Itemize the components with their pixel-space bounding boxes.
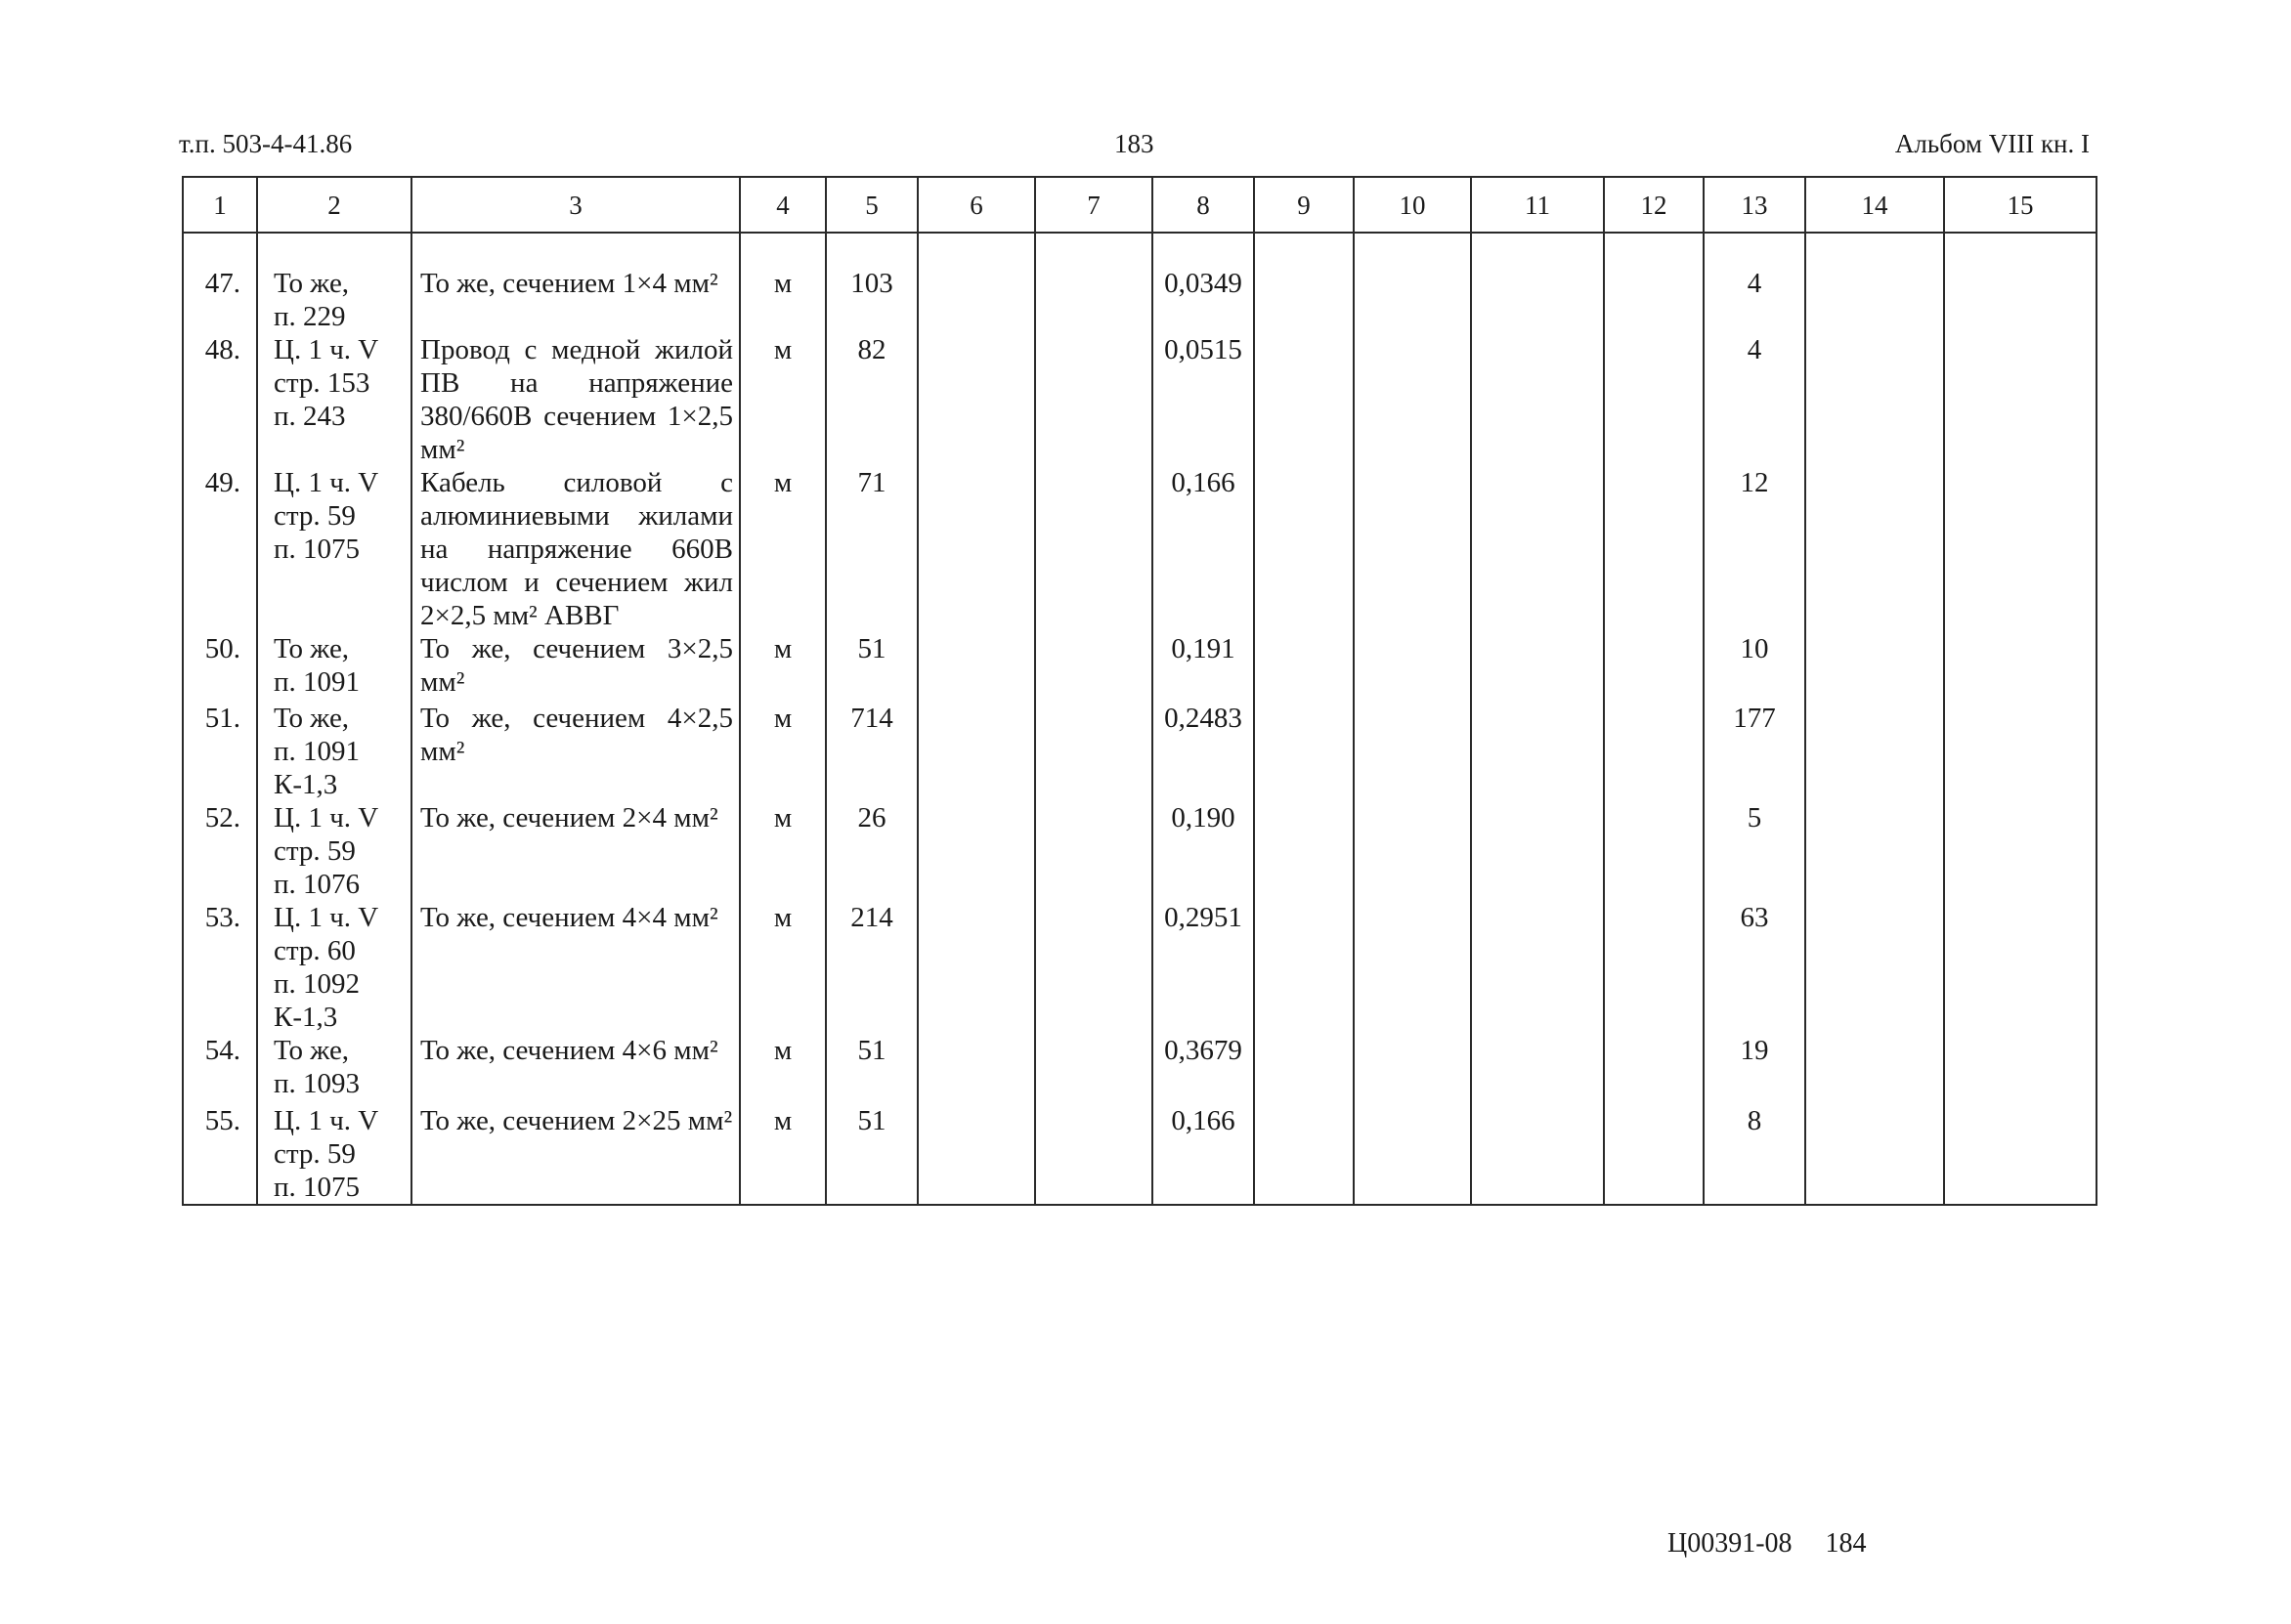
row-number: 47. <box>183 233 257 333</box>
unit: м <box>740 1104 826 1205</box>
unit: м <box>740 333 826 466</box>
empty-cell <box>1035 632 1152 702</box>
total-value: 63 <box>1704 901 1805 1034</box>
price-reference-line: Ц. 1 ч. V <box>274 1105 379 1136</box>
column-header: 7 <box>1035 177 1152 233</box>
price-reference-line: п. 1075 <box>274 1172 361 1203</box>
empty-cell <box>1944 901 2096 1034</box>
empty-cell <box>1944 702 2096 801</box>
empty-cell <box>1354 333 1471 466</box>
table-row <box>183 333 2096 466</box>
empty-cell <box>1035 901 1152 1034</box>
price-reference-line: Ц. 1 ч. V <box>274 902 379 933</box>
unit-value: 0,0515 <box>1152 333 1254 466</box>
price-reference-line: п. 1091 <box>274 666 361 698</box>
empty-cell <box>918 801 1035 901</box>
price-reference-line: То же, <box>274 268 350 299</box>
row-number: 54. <box>183 1034 257 1104</box>
price-reference <box>257 466 411 632</box>
unit-value: 0,0349 <box>1152 233 1254 333</box>
price-reference <box>257 1104 411 1205</box>
row-number: 52. <box>183 801 257 901</box>
empty-cell <box>1471 801 1604 901</box>
unit-value: 0,190 <box>1152 801 1254 901</box>
empty-cell <box>1604 333 1704 466</box>
price-reference-line: п. 243 <box>274 401 346 432</box>
column-header: 3 <box>411 177 740 233</box>
specification-table <box>182 176 2097 1206</box>
item-description: То же, сечением 4×6 мм² <box>411 1034 740 1104</box>
empty-cell <box>1805 1104 1944 1205</box>
empty-cell <box>918 333 1035 466</box>
table-row <box>183 466 2096 632</box>
empty-cell <box>1254 632 1354 702</box>
row-number: 53. <box>183 901 257 1034</box>
empty-cell <box>1604 233 1704 333</box>
empty-cell <box>918 466 1035 632</box>
total-value: 19 <box>1704 1034 1805 1104</box>
total-value: 5 <box>1704 801 1805 901</box>
empty-cell <box>1471 901 1604 1034</box>
row-number: 48. <box>183 333 257 466</box>
price-reference <box>257 233 411 333</box>
empty-cell <box>1035 1034 1152 1104</box>
empty-cell <box>1805 466 1944 632</box>
header-album: Альбом VIII кн. I <box>1894 129 2090 158</box>
empty-cell <box>1944 233 2096 333</box>
price-reference <box>257 632 411 702</box>
empty-cell <box>1254 1104 1354 1205</box>
total-value: 4 <box>1704 233 1805 333</box>
price-reference-line: К-1,3 <box>274 1002 338 1033</box>
empty-cell <box>1604 901 1704 1034</box>
table-row <box>183 1034 2096 1104</box>
empty-cell <box>1035 801 1152 901</box>
column-header: 6 <box>918 177 1035 233</box>
empty-cell <box>1354 632 1471 702</box>
empty-cell <box>1254 901 1354 1034</box>
unit-value: 0,166 <box>1152 1104 1254 1205</box>
empty-cell <box>1254 233 1354 333</box>
quantity: 51 <box>826 632 918 702</box>
column-header: 13 <box>1704 177 1805 233</box>
price-reference <box>257 901 411 1034</box>
total-value: 12 <box>1704 466 1805 632</box>
column-header: 10 <box>1354 177 1471 233</box>
empty-cell <box>918 233 1035 333</box>
header-doc-number: т.п. 503-4-41.86 <box>179 129 353 158</box>
price-reference-line: То же, <box>274 1035 350 1066</box>
unit-value: 0,166 <box>1152 466 1254 632</box>
empty-cell <box>1035 466 1152 632</box>
empty-cell <box>1604 702 1704 801</box>
item-description: То же, сечением 2×25 мм² <box>411 1104 740 1205</box>
price-reference <box>257 801 411 901</box>
empty-cell <box>1944 333 2096 466</box>
empty-cell <box>1354 466 1471 632</box>
empty-cell <box>1471 702 1604 801</box>
empty-cell <box>1254 466 1354 632</box>
empty-cell <box>1354 801 1471 901</box>
empty-cell <box>1254 702 1354 801</box>
quantity: 82 <box>826 333 918 466</box>
price-reference-line: стр. 153 <box>274 367 370 399</box>
price-reference-line: То же, <box>274 703 350 734</box>
empty-cell <box>1805 632 1944 702</box>
empty-cell <box>1604 466 1704 632</box>
table-row <box>183 801 2096 901</box>
empty-cell <box>1471 1104 1604 1205</box>
price-reference-line: стр. 59 <box>274 835 356 867</box>
empty-cell <box>1035 702 1152 801</box>
price-reference-line: стр. 60 <box>274 935 356 966</box>
empty-cell <box>918 632 1035 702</box>
empty-cell <box>1805 233 1944 333</box>
unit-value: 0,2483 <box>1152 702 1254 801</box>
empty-cell <box>1805 901 1944 1034</box>
column-header: 2 <box>257 177 411 233</box>
empty-cell <box>918 901 1035 1034</box>
quantity: 51 <box>826 1034 918 1104</box>
empty-cell <box>1354 901 1471 1034</box>
empty-cell <box>1805 702 1944 801</box>
empty-cell <box>1944 1034 2096 1104</box>
total-value: 4 <box>1704 333 1805 466</box>
column-header: 8 <box>1152 177 1254 233</box>
price-reference-line: п. 1076 <box>274 869 361 900</box>
table-row <box>183 1104 2096 1205</box>
footer-page: 184 <box>1825 1528 1867 1559</box>
empty-cell <box>1805 801 1944 901</box>
empty-cell <box>918 1104 1035 1205</box>
table-row <box>183 702 2096 801</box>
empty-cell <box>1354 1034 1471 1104</box>
table-row <box>183 632 2096 702</box>
price-reference <box>257 702 411 801</box>
empty-cell <box>918 702 1035 801</box>
price-reference-line: То же, <box>274 633 350 664</box>
empty-cell <box>1604 801 1704 901</box>
price-reference-line: К-1,3 <box>274 769 338 800</box>
column-header: 4 <box>740 177 826 233</box>
price-reference-line: п. 1092 <box>274 968 361 1000</box>
item-description: То же, сечением 4×2,5 мм² <box>411 702 740 801</box>
item-description: Кабель силовой с алюминиевыми жилами на напряжение 660В числом и сечением жил 2×2,5 мм² АВВГ <box>411 466 740 632</box>
unit-value: 0,2951 <box>1152 901 1254 1034</box>
total-value: 8 <box>1704 1104 1805 1205</box>
total-value: 10 <box>1704 632 1805 702</box>
footer <box>1667 1528 1900 1560</box>
empty-cell <box>1944 632 2096 702</box>
footer-code: Ц00391-08 <box>1667 1528 1793 1559</box>
price-reference-line: стр. 59 <box>274 1138 356 1170</box>
column-header: 11 <box>1471 177 1604 233</box>
empty-cell <box>1035 233 1152 333</box>
empty-cell <box>1805 333 1944 466</box>
empty-cell <box>1471 1034 1604 1104</box>
empty-cell <box>1944 466 2096 632</box>
item-description: Провод с медной жилой ПВ на напряжение 380/660В сечением 1×2,5 мм² <box>411 333 740 466</box>
empty-cell <box>1035 1104 1152 1205</box>
price-reference-line: п. 1093 <box>274 1068 361 1099</box>
empty-cell <box>1944 1104 2096 1205</box>
column-header: 14 <box>1805 177 1944 233</box>
empty-cell <box>918 1034 1035 1104</box>
item-description: То же, сечением 1×4 мм² <box>411 233 740 333</box>
price-reference-line: Ц. 1 ч. V <box>274 467 379 498</box>
unit-value: 0,3679 <box>1152 1034 1254 1104</box>
total-value: 177 <box>1704 702 1805 801</box>
column-header: 1 <box>183 177 257 233</box>
unit: м <box>740 901 826 1034</box>
price-reference-line: п. 1075 <box>274 534 361 565</box>
column-number-row <box>183 177 2096 233</box>
price-reference-line: п. 1091 <box>274 736 361 767</box>
price-reference-line: п. 229 <box>274 301 346 332</box>
empty-cell <box>1805 1034 1944 1104</box>
row-number: 55. <box>183 1104 257 1205</box>
quantity: 103 <box>826 233 918 333</box>
empty-cell <box>1254 333 1354 466</box>
column-header: 12 <box>1604 177 1704 233</box>
empty-cell <box>1354 1104 1471 1205</box>
quantity: 26 <box>826 801 918 901</box>
empty-cell <box>1354 702 1471 801</box>
empty-cell <box>1354 233 1471 333</box>
row-number: 51. <box>183 702 257 801</box>
empty-cell <box>1254 801 1354 901</box>
quantity: 71 <box>826 466 918 632</box>
price-reference-line: Ц. 1 ч. V <box>274 802 379 833</box>
price-reference-line: Ц. 1 ч. V <box>274 334 379 365</box>
item-description: То же, сечением 3×2,5 мм² <box>411 632 740 702</box>
column-header: 9 <box>1254 177 1354 233</box>
unit: м <box>740 233 826 333</box>
unit-value: 0,191 <box>1152 632 1254 702</box>
empty-cell <box>1604 632 1704 702</box>
empty-cell <box>1604 1034 1704 1104</box>
unit: м <box>740 632 826 702</box>
price-reference <box>257 1034 411 1104</box>
price-reference-line: стр. 59 <box>274 500 356 532</box>
quantity: 714 <box>826 702 918 801</box>
unit: м <box>740 702 826 801</box>
empty-cell <box>1471 632 1604 702</box>
unit: м <box>740 1034 826 1104</box>
item-description: То же, сечением 2×4 мм² <box>411 801 740 901</box>
empty-cell <box>1035 333 1152 466</box>
unit: м <box>740 466 826 632</box>
empty-cell <box>1254 1034 1354 1104</box>
header-page-number: 183 <box>1114 129 1154 158</box>
empty-cell <box>1471 466 1604 632</box>
quantity: 51 <box>826 1104 918 1205</box>
table-body <box>183 233 2096 1205</box>
table-row <box>183 233 2096 333</box>
table-row <box>183 901 2096 1034</box>
column-header: 5 <box>826 177 918 233</box>
empty-cell <box>1944 801 2096 901</box>
empty-cell <box>1604 1104 1704 1205</box>
empty-cell <box>1471 333 1604 466</box>
column-header: 15 <box>1944 177 2096 233</box>
empty-cell <box>1471 233 1604 333</box>
item-description: То же, сечением 4×4 мм² <box>411 901 740 1034</box>
price-reference <box>257 333 411 466</box>
quantity: 214 <box>826 901 918 1034</box>
unit: м <box>740 801 826 901</box>
row-number: 49. <box>183 466 257 632</box>
row-number: 50. <box>183 632 257 702</box>
